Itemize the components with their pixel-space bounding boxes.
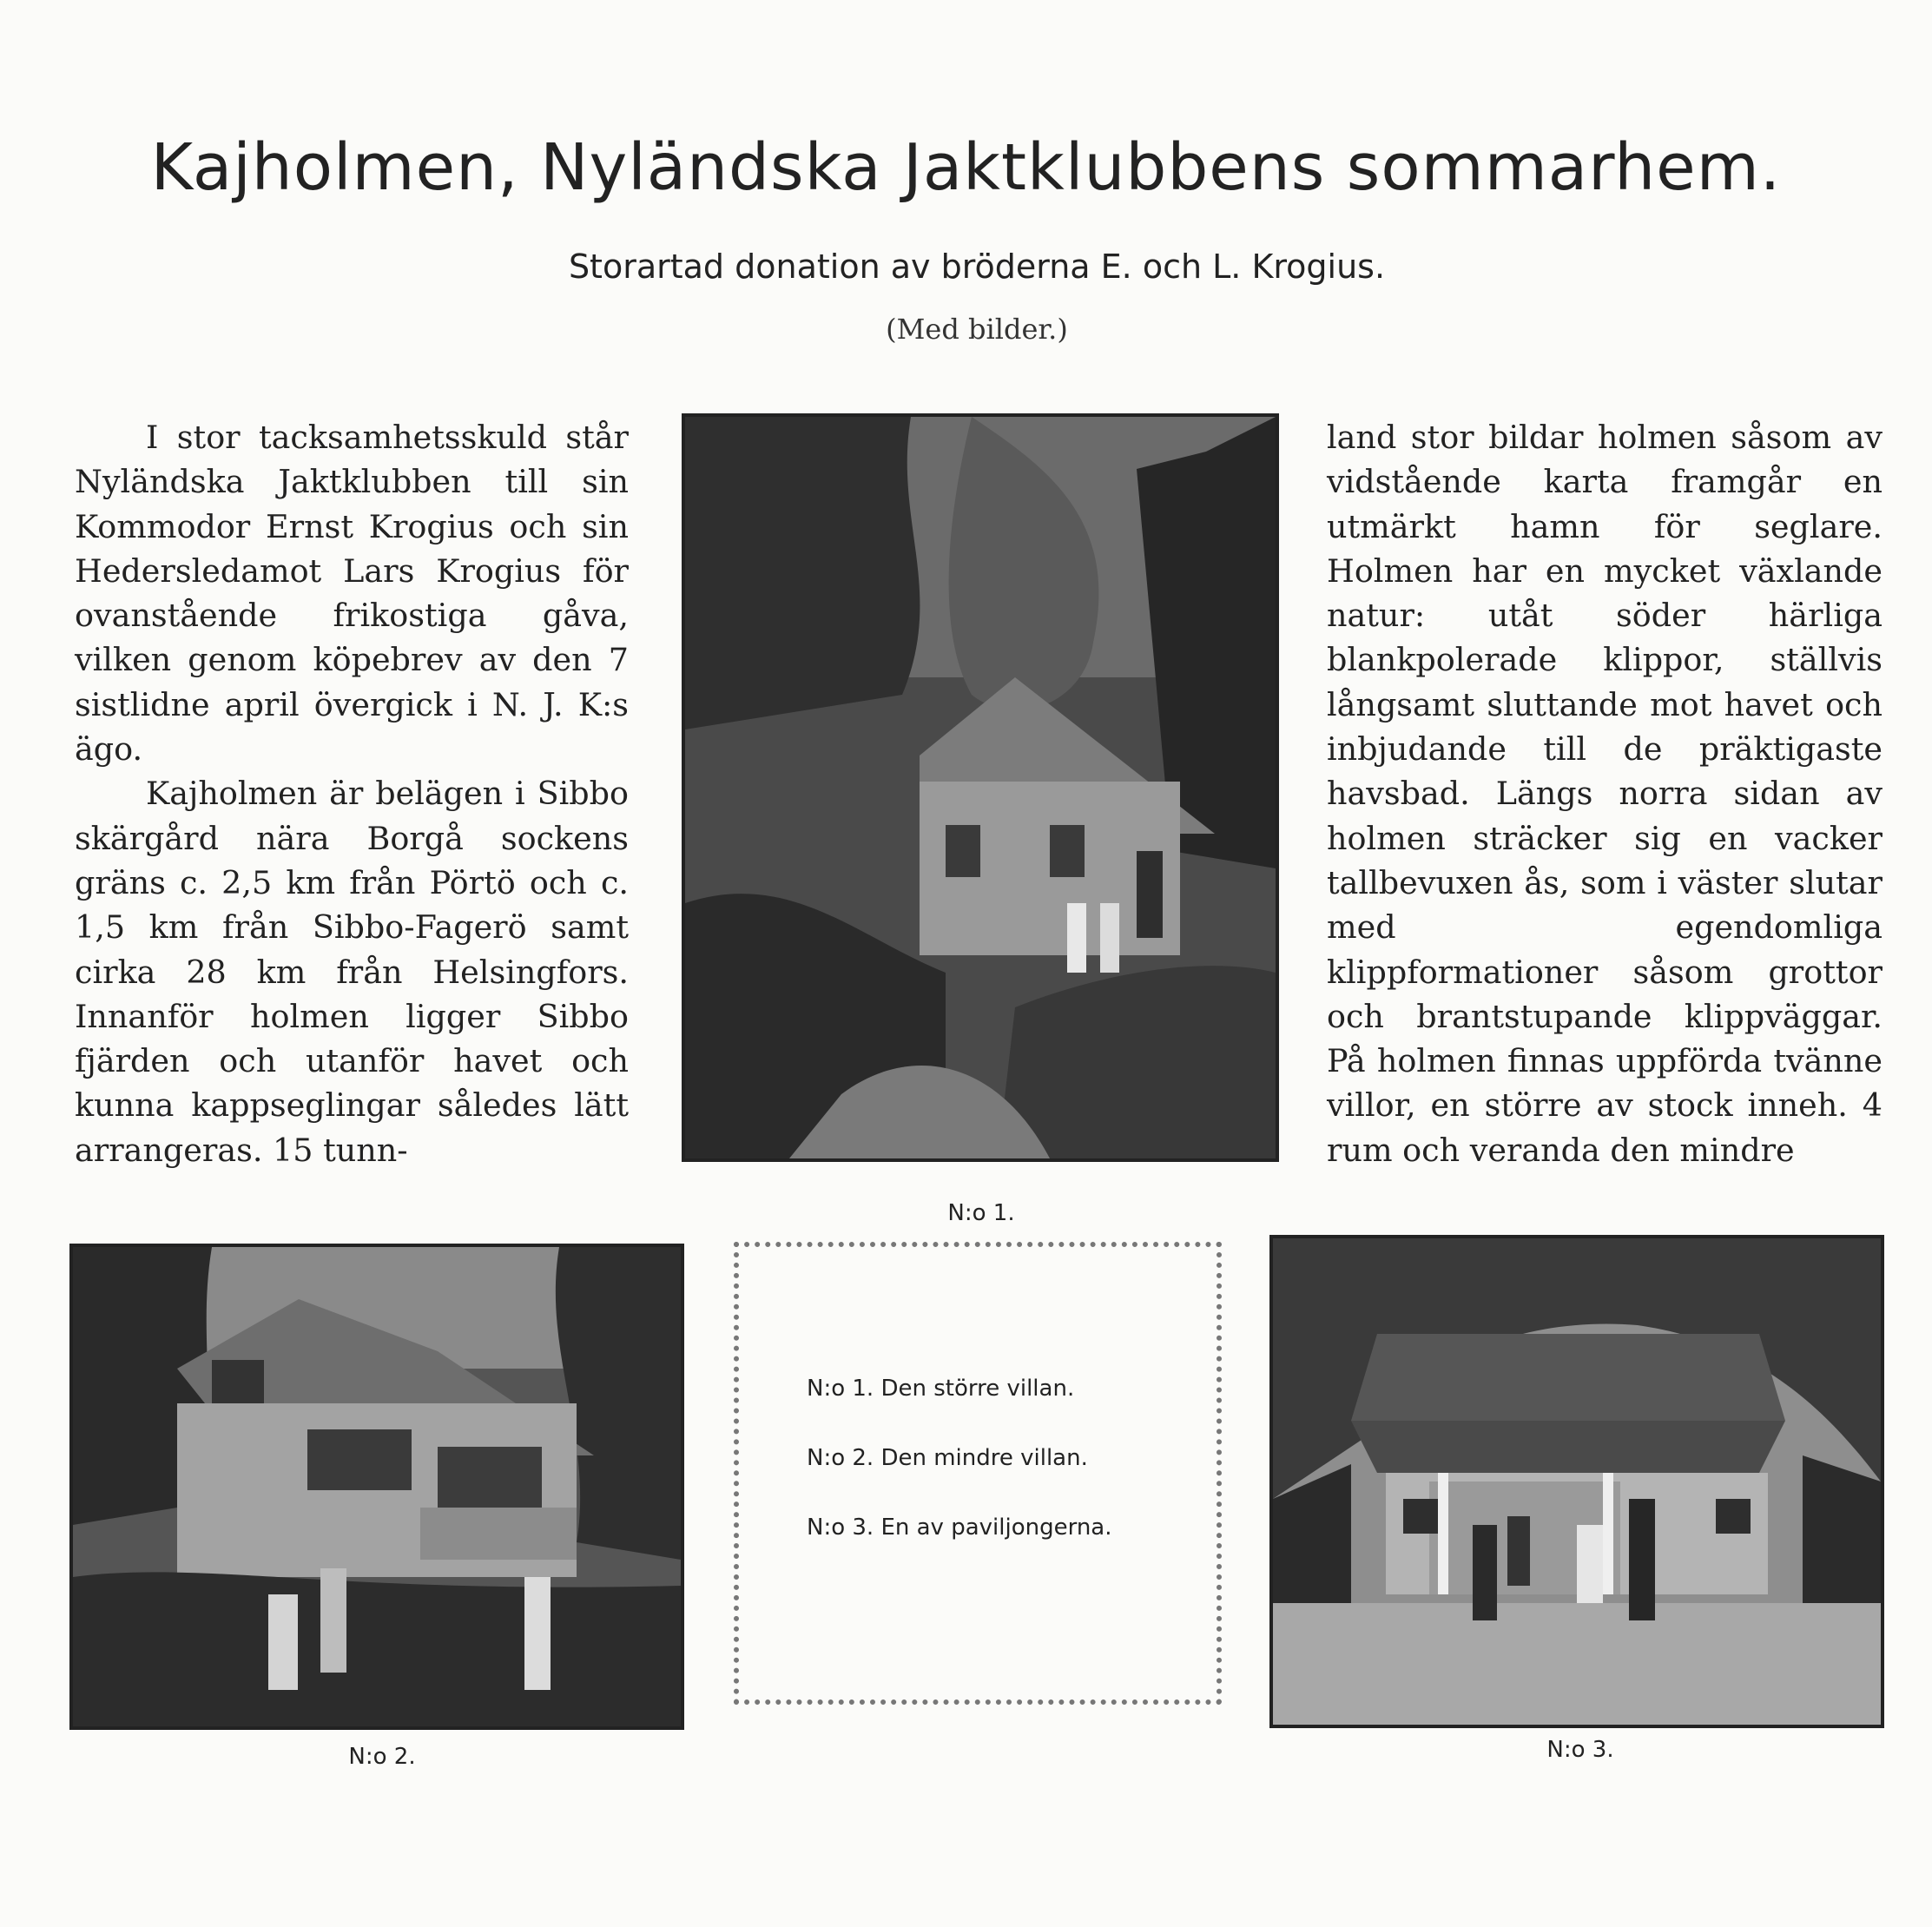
photo-smaller-villa bbox=[69, 1244, 684, 1730]
paragraph: I stor tacksamhetsskuld står Nyländska Jaktklubben till sin Kommodor Ernst Krogius och sin Hedersledamot Lars Krogius för ovanstående frikostiga gåva, vilken genom köpebrev av den 7 sistlidne april övergick i N. J. K:s ägo. bbox=[75, 419, 629, 769]
article-title: Kajholmen, Nyländska Jaktklubbens sommarhem. bbox=[150, 130, 1782, 205]
photo-larger-villa bbox=[682, 413, 1279, 1162]
paragraph: land stor bildar holmen såsom av vidstående karta framgår en utmärkt hamn för seglare. Holmen har en mycket växlande natur: utåt söder härliga blankpolerade klippor, ställvis långsamt sluttande mot havet och inbjudande till de präktigaste havsbad. Längs norra sidan av holmen sträcker sig en vacker tallbevuxen ås, som i väster slutar med egendomliga klippformationer såsom grottor och brantstupande klippväggar. På holmen finnas uppförda tvänne villor, en större av stock inneh. 4 rum och veranda den mindre bbox=[1327, 419, 1883, 1169]
text-column-left bbox=[75, 415, 629, 1172]
paragraph: Kajholmen är belägen i Sibbo skärgård nära Borgå sockens gräns c. 2,5 km från Pörtö och c. 1,5 km från Sibbo-Fagerö samt cirka 28 km från Helsingfors. Innanför holmen ligger Sibbo fjärden och utanför havet och kunna kappseglingar således lätt arrangeras. 15 tunn- bbox=[75, 775, 629, 1169]
text-column-right bbox=[1327, 415, 1883, 1172]
legend-item: N:o 2. Den mindre villan. bbox=[807, 1445, 1088, 1471]
legend-item: N:o 3. En av paviljongerna. bbox=[807, 1515, 1112, 1541]
photo-caption: N:o 2. bbox=[348, 1744, 416, 1770]
legend-item: N:o 1. Den större villan. bbox=[807, 1376, 1075, 1402]
photo-pavilion bbox=[1269, 1235, 1884, 1728]
article-subtitle: Storartad donation av bröderna E. och L. Krogius. bbox=[568, 247, 1386, 286]
photo-caption: N:o 3. bbox=[1546, 1737, 1614, 1763]
photo-legend bbox=[734, 1242, 1222, 1705]
photo-caption: N:o 1. bbox=[947, 1200, 1015, 1226]
article-note: (Med bilder.) bbox=[886, 313, 1068, 346]
